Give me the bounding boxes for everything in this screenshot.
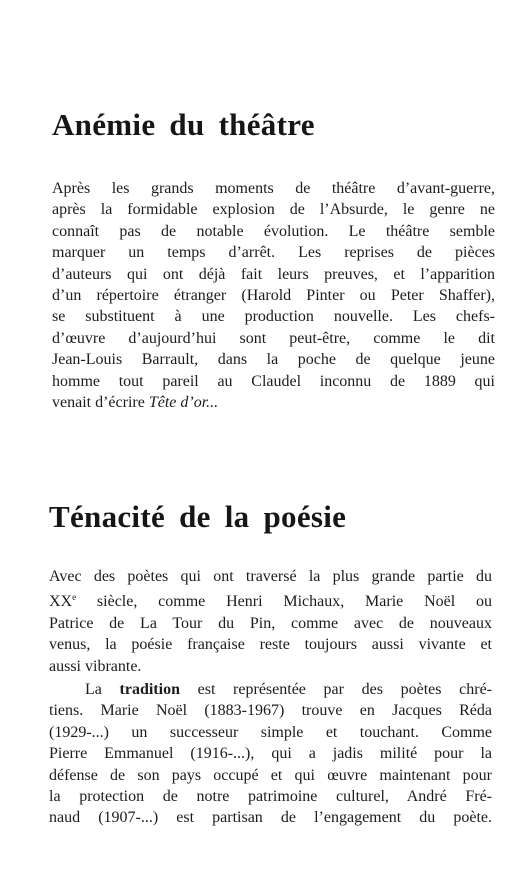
- text-line: se substituent à une production nouvelle. Les chefs-: [52, 308, 495, 326]
- text-line-last: [52, 392, 495, 413]
- text-line: après la formidable explosion de l’Absurde, le genre ne: [52, 201, 495, 219]
- century-superscript: e: [72, 592, 77, 603]
- text-line: Jean-Louis Barrault, dans la poche de quelque jeune: [52, 351, 495, 369]
- text-line: Après les grands moments de théâtre d’avant-guerre,: [52, 180, 495, 197]
- text-fragment: siècle, comme Henri Michaux, Marie Noël ou: [76, 593, 492, 611]
- text-line: naud (1907-...) est partisan de l’engagement du poète.: [49, 809, 492, 827]
- text-line: défense de son pays occupé et qui œuvre maintenant pour: [49, 766, 492, 784]
- text-line-last: aussi vibrante.: [49, 657, 142, 675]
- keyword-bold: tradition: [119, 681, 180, 698]
- text-line: [49, 587, 492, 612]
- text-fragment: est représentée par des poètes chré-: [179, 681, 492, 698]
- text-line: Pierre Emmanuel (1916-...), qui a jadis milité pour la: [49, 745, 492, 763]
- text-line: homme tout pareil au Claudel inconnu de 1889 qui: [52, 372, 495, 390]
- century-numeral: XX: [49, 593, 73, 611]
- text-line: d’auteurs qui ont déjà fait leurs preuves, et l’apparition: [52, 265, 495, 283]
- text-line: Patrice de La Tour du Pin, comme avec de nouveaux: [49, 614, 492, 632]
- play-title-italic: Tête d’or...: [148, 394, 219, 412]
- paragraph-theatre: [52, 178, 495, 413]
- text-line: Avec des poètes qui ont traversé la plus grande partie du: [49, 568, 492, 585]
- text-line-indented: [49, 679, 492, 700]
- text-line: connaît pas de notable évolution. Le théâtre semble: [52, 222, 495, 240]
- text-line: d’œuvre d’aujourd’hui sont peut-être, comme le dit: [52, 329, 495, 347]
- paragraph-poesie-tradition: [49, 679, 492, 829]
- section-title-theatre: Anémie du théâtre: [52, 107, 315, 142]
- text-line: (1929-...) un successeur simple et touchant. Comme: [49, 723, 492, 741]
- text-line: d’un répertoire étranger (Harold Pinter ou Peter Shaffer),: [52, 287, 495, 305]
- section-title-poesie: Ténacité de la poésie: [49, 499, 347, 534]
- text-line: venus, la poésie française reste toujours aussi vivante et: [49, 636, 492, 654]
- text-fragment: La: [85, 681, 120, 698]
- text-line: tiens. Marie Noël (1883-1967) trouve en Jacques Réda: [49, 702, 492, 720]
- text-line: la protection de notre patrimoine culturel, André Fré-: [49, 788, 492, 806]
- text-fragment: venait d’écrire: [52, 394, 149, 412]
- text-line: marquer un temps d’arrêt. Les reprises de pièces: [52, 244, 495, 262]
- paragraph-poesie-intro: [49, 566, 492, 677]
